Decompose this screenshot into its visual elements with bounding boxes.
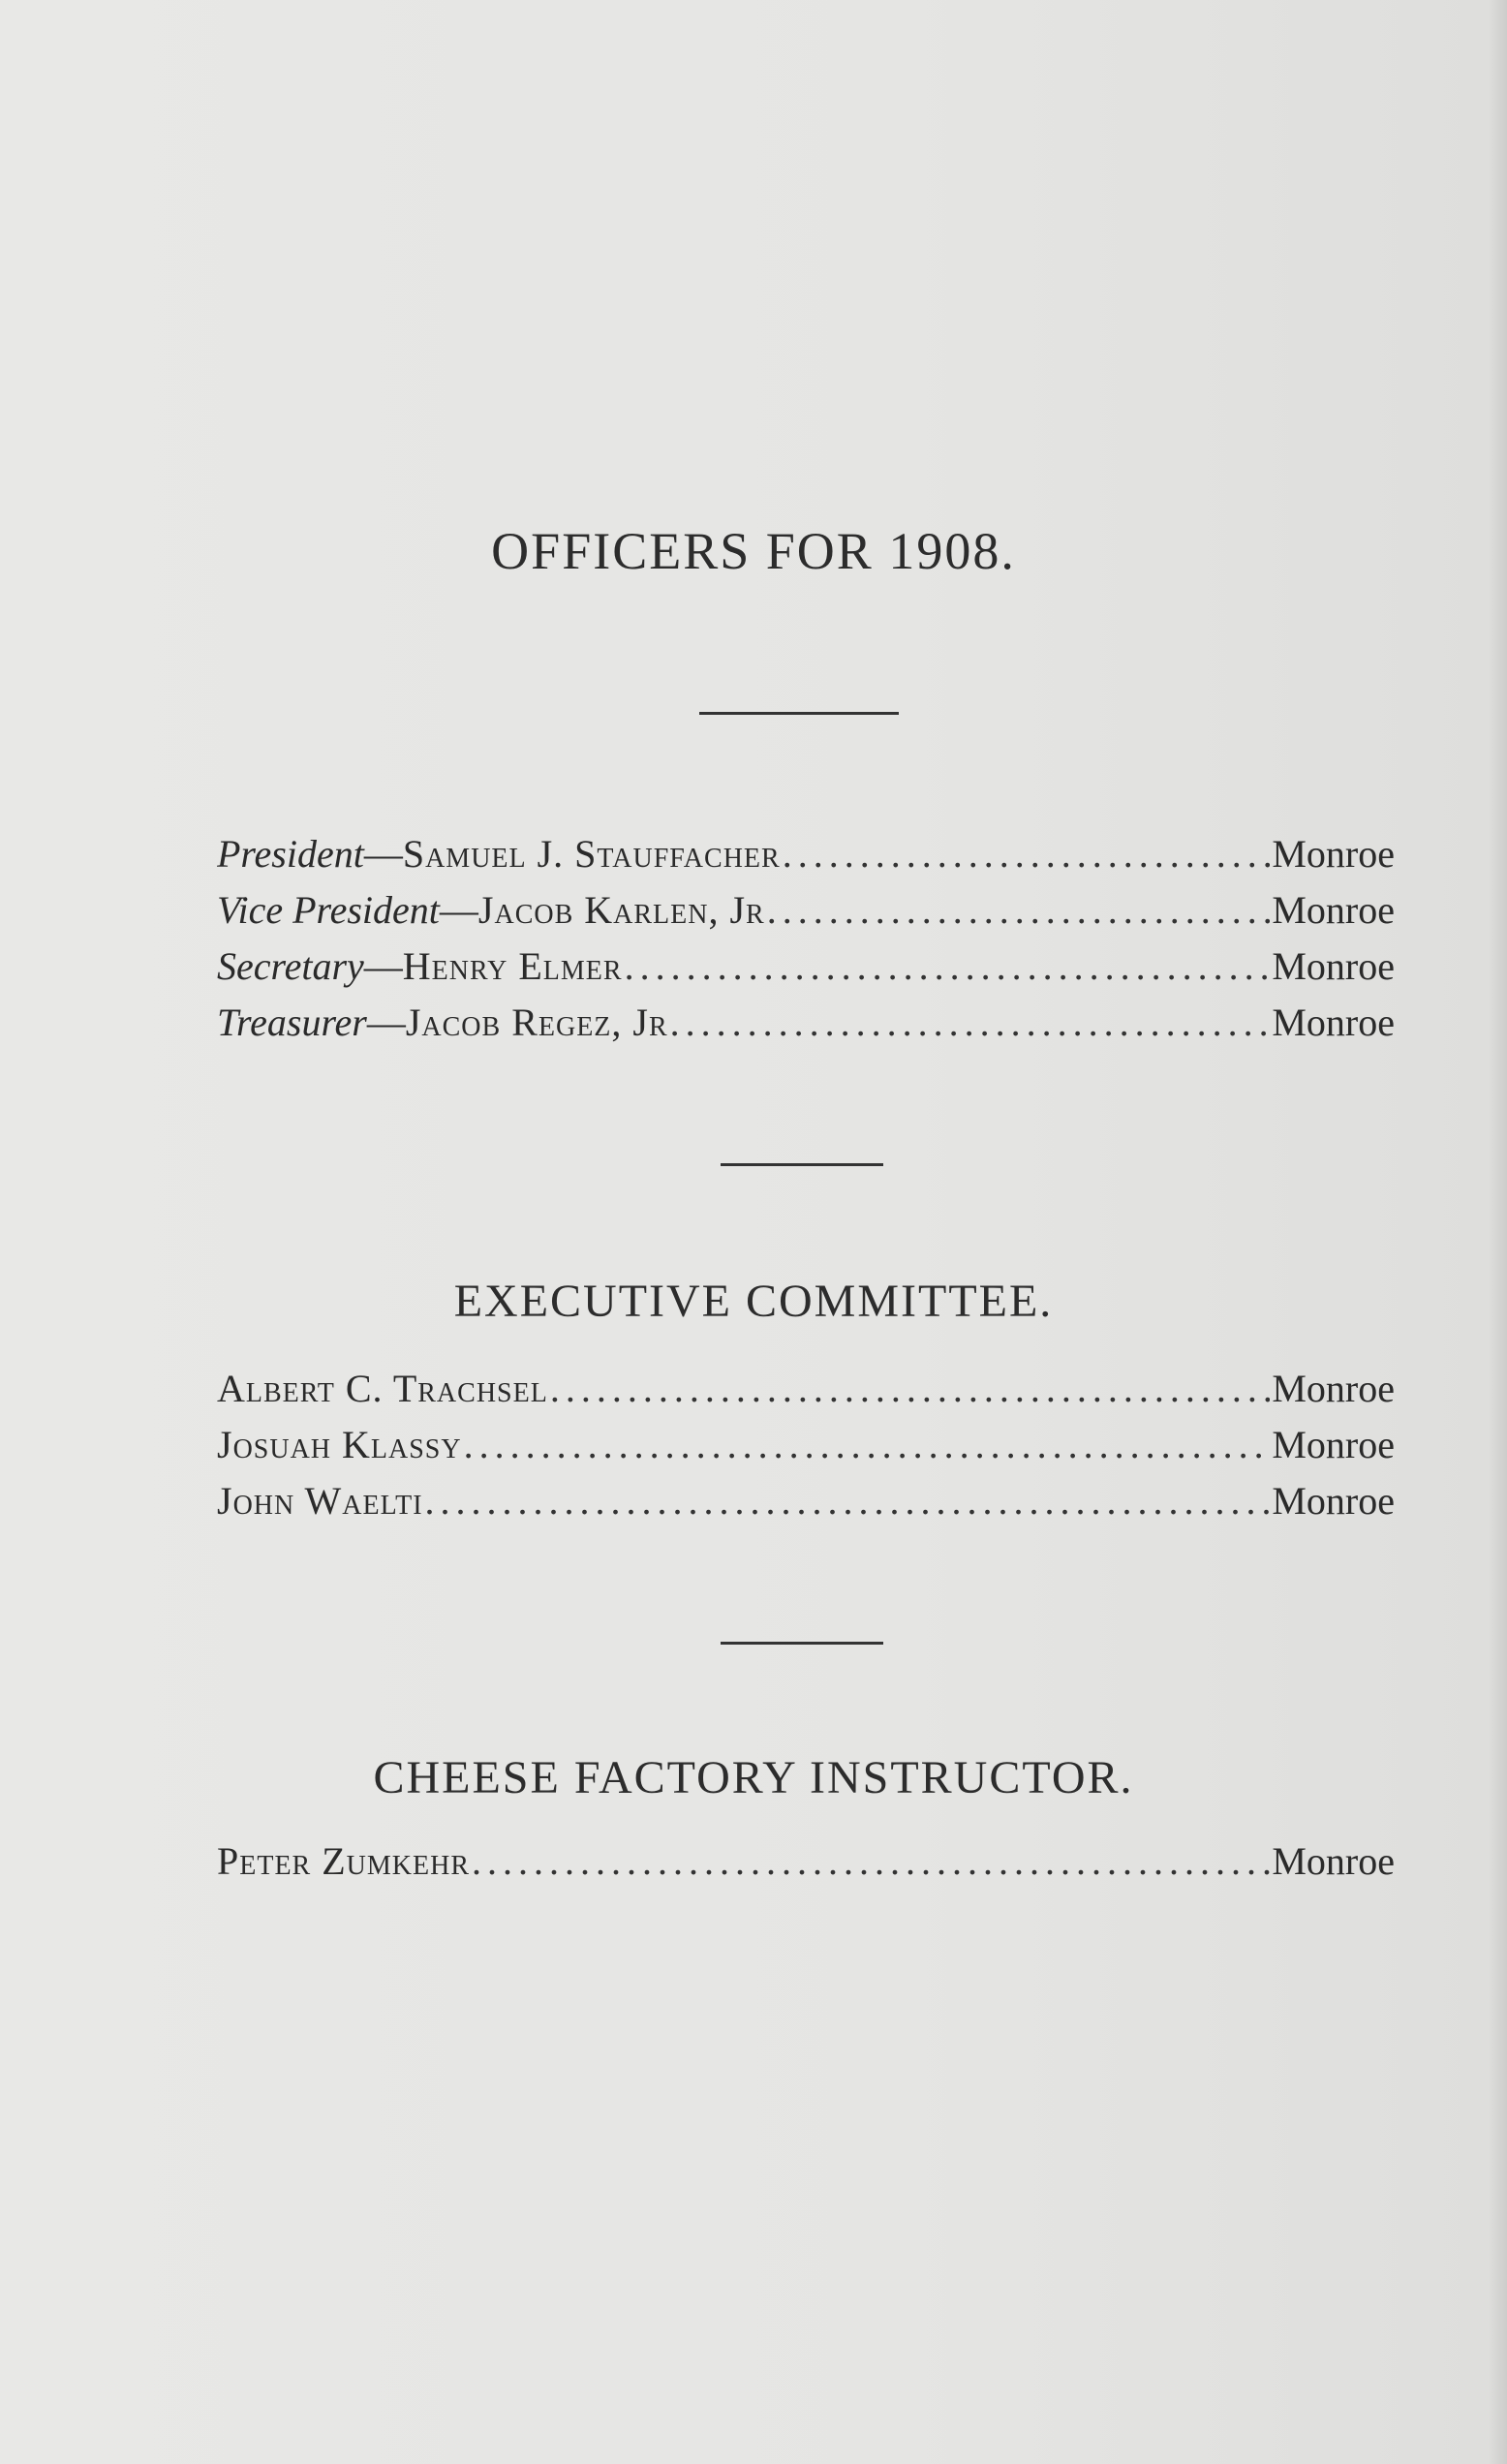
committee-row [217, 1478, 1395, 1532]
leader-dots [464, 1422, 1271, 1467]
separator-dash: — [363, 832, 403, 876]
divider-rule [699, 712, 899, 715]
instructor-row [217, 1838, 1395, 1893]
leader-dots [625, 943, 1271, 989]
committee-member-town: Monroe [1272, 1479, 1395, 1523]
committee-member-town: Monroe [1272, 1367, 1395, 1410]
committee-member-name: Albert C. Trachsel [217, 1367, 548, 1410]
leader-dots [425, 1478, 1271, 1524]
officer-row-president [217, 831, 1395, 885]
separator-dash: — [366, 1001, 406, 1044]
officer-town: Monroe [1272, 944, 1395, 988]
leader-dots [670, 1000, 1271, 1045]
divider-rule [721, 1642, 883, 1645]
committee-member-town: Monroe [1272, 1423, 1395, 1466]
officer-row-treasurer [217, 1000, 1395, 1054]
officer-title: Secretary [217, 944, 364, 988]
officer-name: Jacob Karlen, Jr [477, 888, 765, 932]
officer-name: Jacob Regez, Jr [405, 1001, 668, 1044]
executive-committee-heading: EXECUTIVE COMMITTEE. [453, 1276, 1054, 1327]
leader-dots [767, 887, 1271, 933]
instructor-heading: CHEESE FACTORY INSTRUCTOR. [373, 1752, 1134, 1803]
officer-title: President [217, 832, 364, 876]
leader-dots [472, 1838, 1270, 1884]
separator-dash: — [439, 888, 478, 932]
divider-rule [721, 1163, 883, 1166]
officer-title: Treasurer [217, 1001, 367, 1044]
instructor-town: Monroe [1272, 1839, 1395, 1883]
officer-town: Monroe [1272, 1001, 1395, 1044]
leader-dots [550, 1366, 1271, 1411]
leader-dots [783, 831, 1271, 877]
committee-row [217, 1366, 1395, 1420]
officer-row-secretary [217, 943, 1395, 998]
officer-row-vice-president [217, 887, 1395, 941]
officers-heading: OFFICERS FOR 1908. [491, 522, 1016, 580]
officer-town: Monroe [1272, 888, 1395, 932]
page-edge-shadow [1488, 0, 1507, 2464]
separator-dash: — [363, 944, 403, 988]
instructor-name: Peter Zumkehr [217, 1839, 471, 1883]
officer-title: Vice President [217, 888, 440, 932]
officer-name: Samuel J. Stauffacher [402, 832, 781, 876]
committee-row [217, 1422, 1395, 1476]
committee-member-name: Josuah Klassy [217, 1423, 462, 1466]
officer-town: Monroe [1272, 832, 1395, 876]
committee-member-name: John Waelti [217, 1479, 423, 1523]
officer-name: Henry Elmer [402, 944, 623, 988]
